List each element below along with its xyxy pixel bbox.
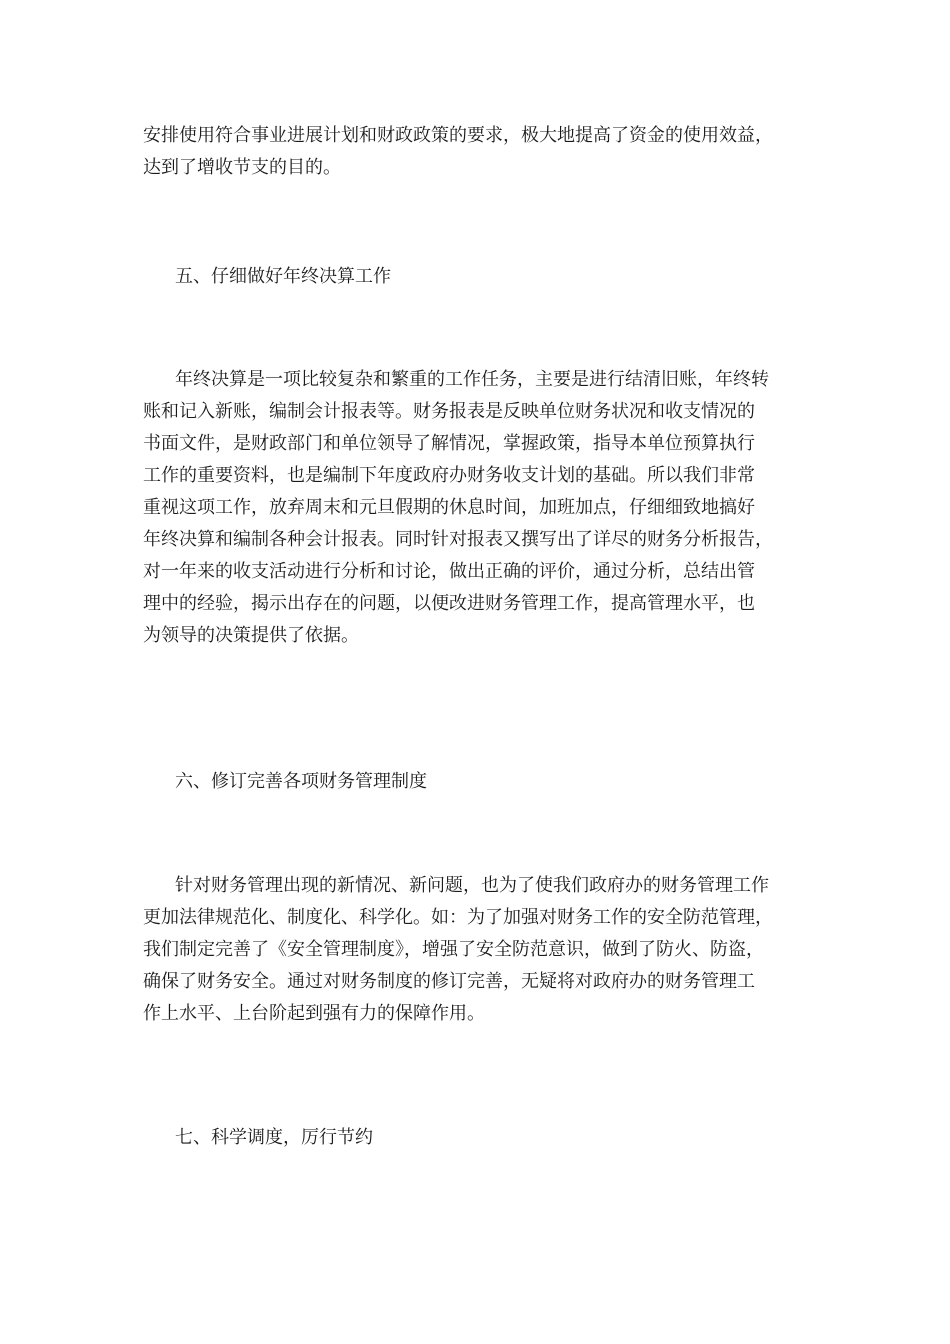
section-heading-7: 七、科学调度，厉行节约 — [175, 1127, 373, 1148]
paragraph-line: 账和记入新账，编制会计报表等。财务报表是反映单位财务状况和收支情况的 — [143, 401, 755, 422]
paragraph-line: 针对财务管理出现的新情况、新问题，也为了使我们政府办的财务管理工作 — [175, 875, 769, 896]
paragraph-line: 对一年来的收支活动进行分析和讨论，做出正确的评价，通过分析，总结出管 — [143, 561, 755, 582]
section-heading-5: 五、仔细做好年终决算工作 — [175, 266, 391, 287]
paragraph-line: 我们制定完善了《安全管理制度》，增强了安全防范意识，做到了防火、防盗， — [143, 939, 764, 960]
section-heading-6: 六、修订完善各项财务管理制度 — [175, 771, 427, 792]
paragraph-line: 确保了财务安全。通过对财务制度的修订完善，无疑将对政府办的财务管理工 — [143, 971, 755, 992]
paragraph-line: 更加法律规范化、制度化、科学化。如：为了加强对财务工作的安全防范管理， — [143, 907, 773, 928]
paragraph-section-5 — [143, 364, 807, 652]
paragraph-line: 年终决算和编制各种会计报表。同时针对报表又撰写出了详尽的财务分析报告， — [143, 529, 773, 550]
paragraph-line: 安排使用符合事业进展计划和财政政策的要求，极大地提高了资金的使用效益， — [143, 125, 773, 146]
paragraph-line: 书面文件，是财政部门和单位领导了解情况，掌握政策，指导本单位预算执行 — [143, 433, 755, 454]
paragraph-line: 理中的经验，揭示出存在的问题，以便改进财务管理工作，提高管理水平，也 — [143, 593, 755, 614]
paragraph-line: 工作的重要资料，也是编制下年度政府办财务收支计划的基础。所以我们非常 — [143, 465, 755, 486]
paragraph-line: 年终决算是一项比较复杂和繁重的工作任务，主要是进行结清旧账，年终转 — [175, 369, 769, 390]
paragraph-line: 为领导的决策提供了依据。 — [143, 625, 359, 646]
paragraph-section-6 — [143, 870, 807, 1030]
paragraph-continuation — [143, 120, 807, 184]
paragraph-line: 达到了增收节支的目的。 — [143, 157, 341, 178]
paragraph-line: 重视这项工作，放弃周末和元旦假期的休息时间，加班加点，仔细细致地搞好 — [143, 497, 755, 518]
paragraph-line: 作上水平、上台阶起到强有力的保障作用。 — [143, 1003, 485, 1024]
